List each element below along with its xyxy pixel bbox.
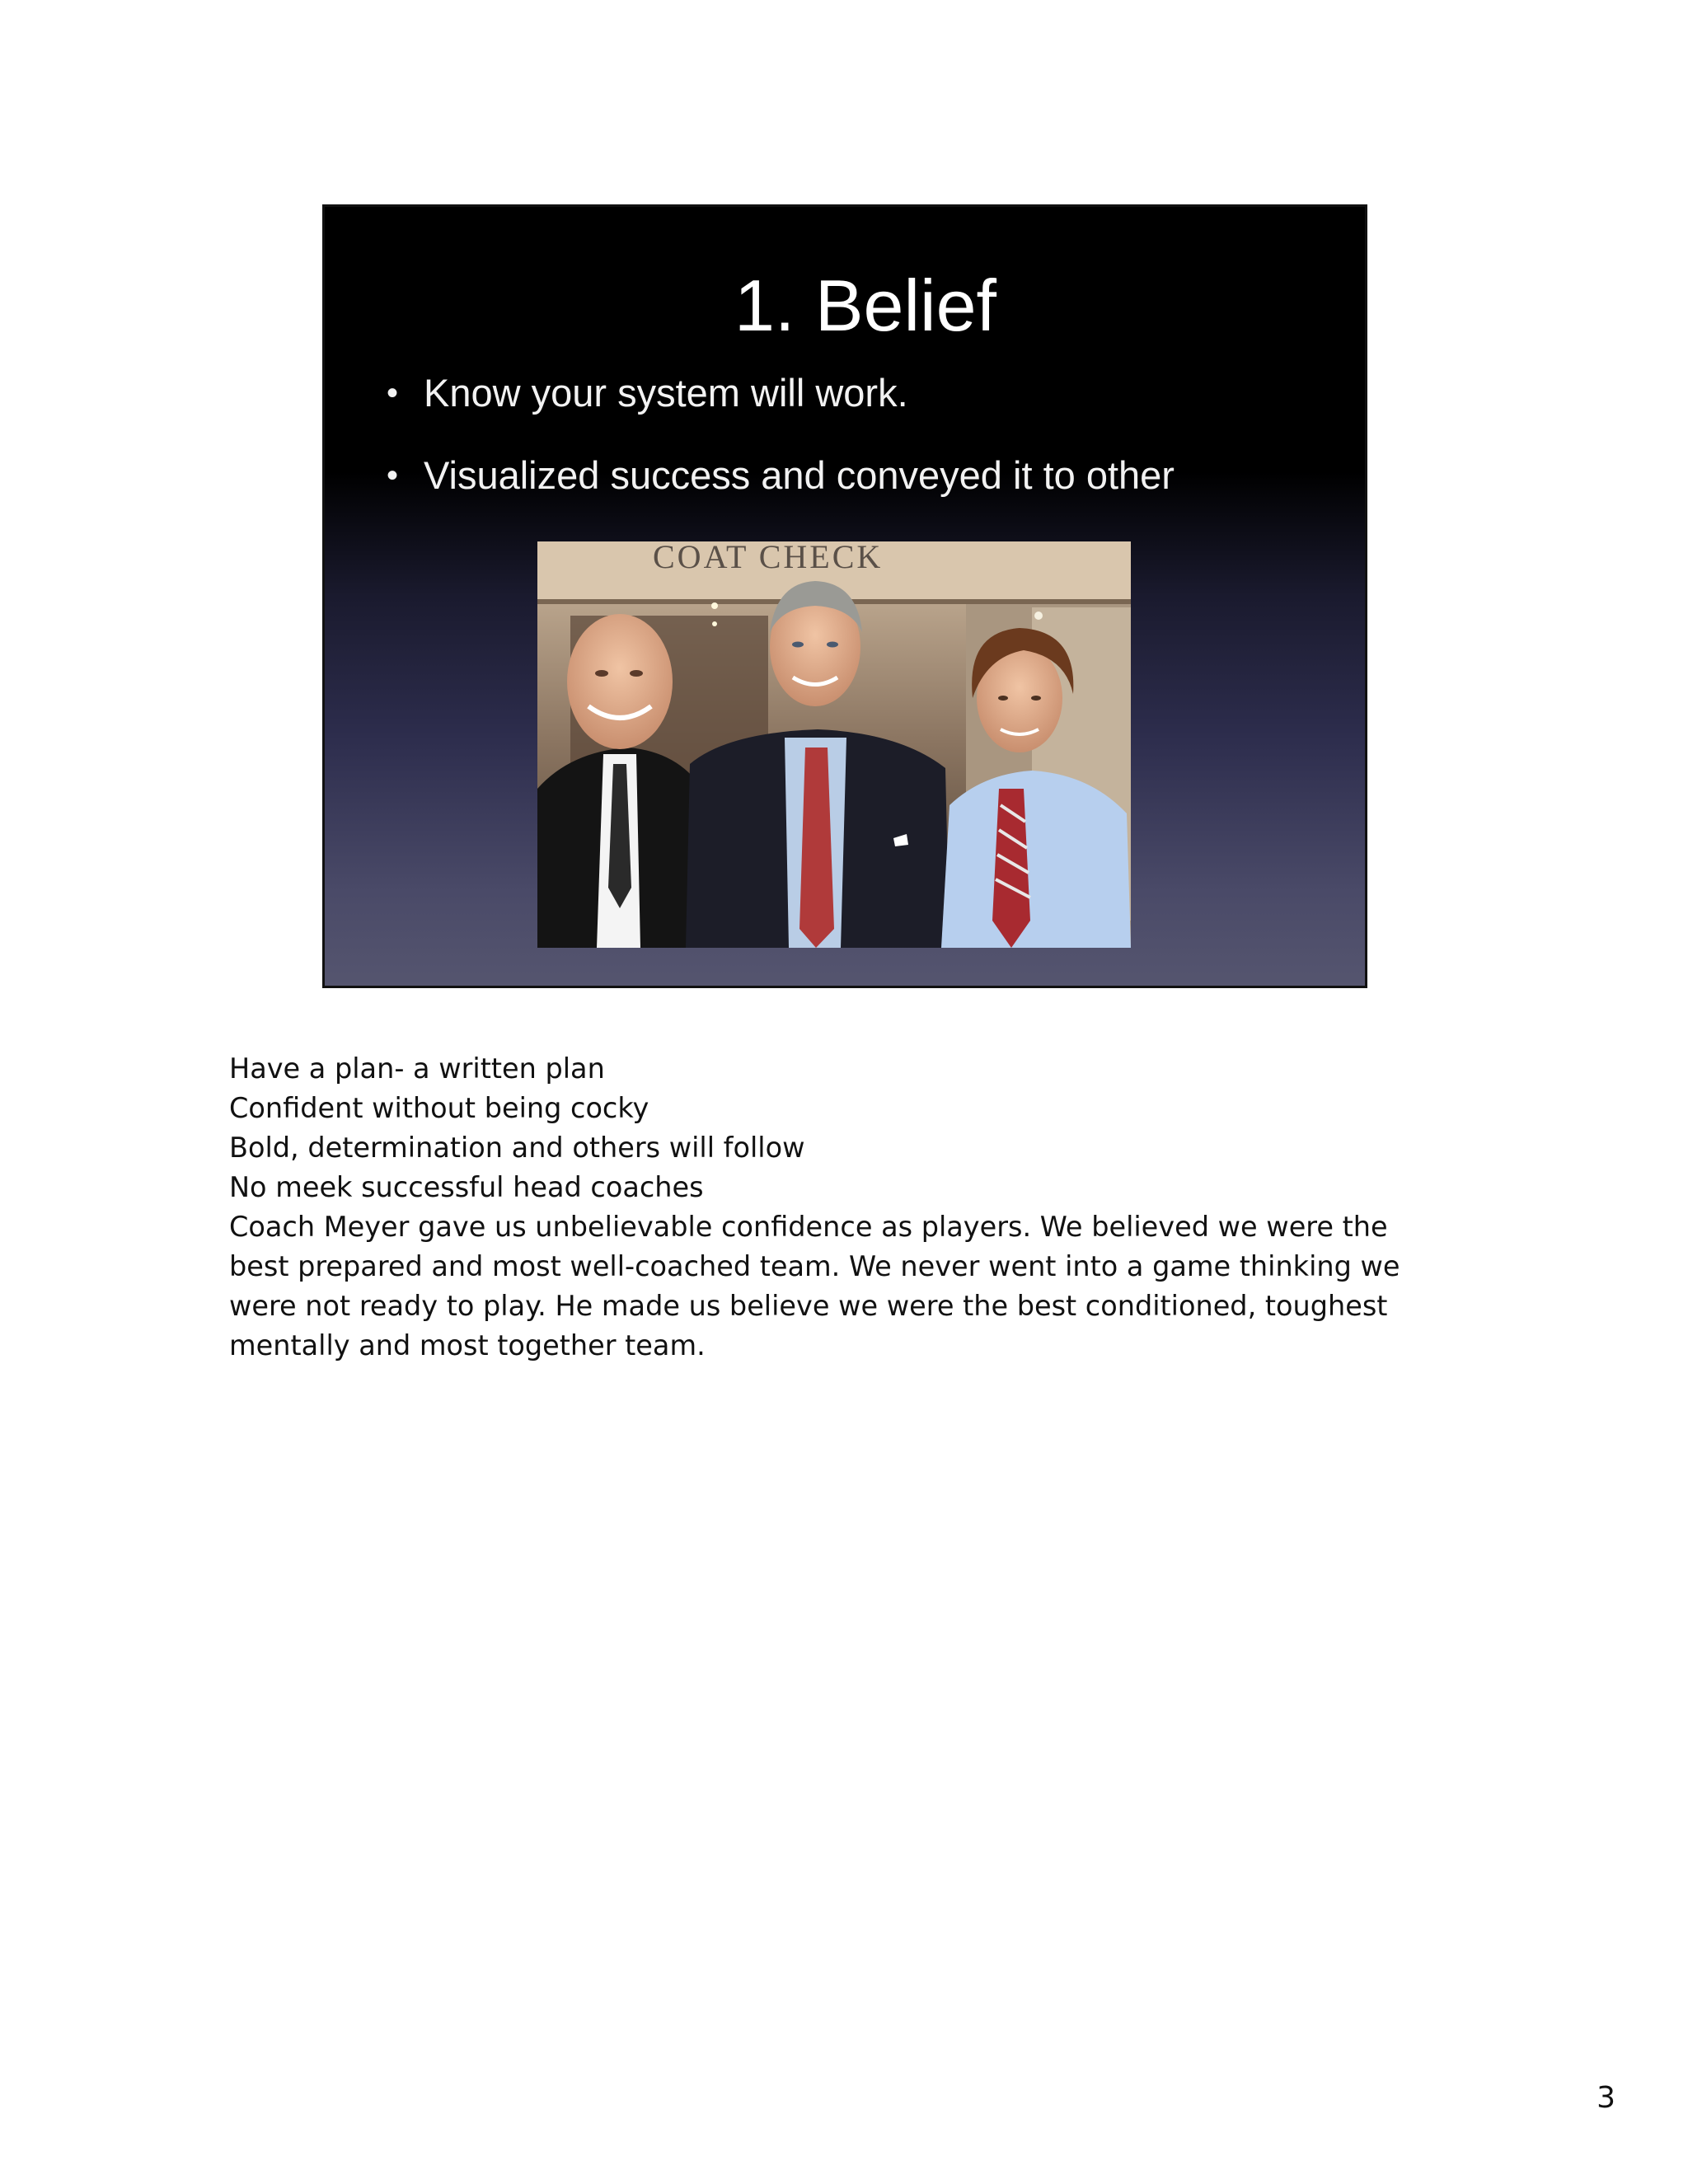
note-paragraph: Coach Meyer gave us unbelievable confidence as players. We believed we were the best prepared and most well-coached team. We never went into a game thinking we were not ready to play. He made us believe we were the best conditioned, toughest mentally and most together team. <box>229 1211 1400 1361</box>
slide-bullet-text: Know your system will work. <box>424 371 908 415</box>
page-number: 3 <box>1597 2081 1615 2115</box>
speaker-notes <box>229 1049 1441 1366</box>
slide-bullet-text: Visualized success and conveyed it to other <box>424 453 1175 497</box>
bullet-dot-icon: • <box>387 375 399 411</box>
slide-title: 1. Belief <box>734 265 996 346</box>
group-photo <box>537 541 1131 948</box>
bullet-dot-icon: • <box>387 457 399 494</box>
note-line: No meek successful head coaches <box>229 1171 704 1203</box>
slide-bullet-list <box>387 368 1175 533</box>
note-line: Have a plan- a written plan <box>229 1052 605 1085</box>
slide-bullet <box>387 368 1175 418</box>
coat-check-sign: COAT CHECK <box>653 541 884 575</box>
note-line: Confident without being cocky <box>229 1092 649 1124</box>
slide-bullet <box>387 451 1175 500</box>
slide <box>322 204 1367 988</box>
group-photo-illustration <box>537 541 1131 948</box>
note-line: Bold, determination and others will follow <box>229 1132 805 1164</box>
